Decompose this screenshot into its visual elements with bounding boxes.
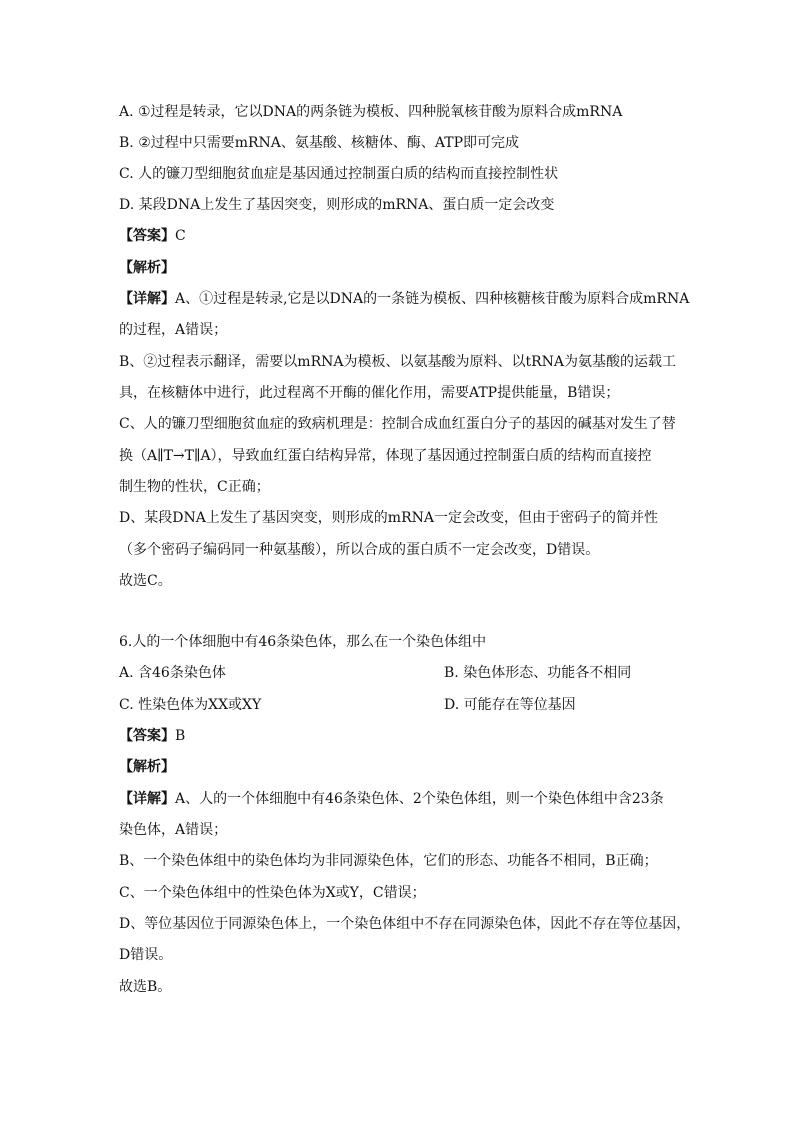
- q5-detail-line: B、②过程表示翻译，需要以mRNA为模板、以氨基酸为原料、以tRNA为氨基酸的运载工: [119, 354, 676, 370]
- detail-text: A、①过程是转录,它是以DNA的一条链为模板、四种核糖核苷酸为原料合成mRNA: [175, 291, 690, 307]
- q6-option-d: D. 可能存在等位基因: [444, 697, 576, 713]
- q6-detail-line: 染色体，A错误；: [119, 822, 228, 838]
- q6-detail-line: D、等位基因位于同源染色体上，一个染色体组中不存在同源染色体，因此不存在等位基因，: [119, 916, 691, 932]
- q5-option-d: D. 某段DNA上发生了基因突变，则形成的mRNA、蛋白质一定会改变: [119, 197, 555, 213]
- q6-stem: 6.人的一个体细胞中有46条染色体，那么在一个染色体组中: [119, 634, 487, 650]
- q6-conclusion: 故选B。: [119, 979, 172, 995]
- q5-detail-line: 具，在核糖体中进行，此过程离不开酶的催化作用，需要ATP提供能量，B错误；: [119, 385, 620, 401]
- detail-text: A、人的一个体细胞中有46条染色体、2个染色体组，则一个染色体组中含23条: [175, 791, 664, 807]
- q6-option-b: B. 染色体形态、功能各不相同: [444, 665, 632, 681]
- q6-option-a: A. 含46条染色体: [119, 665, 226, 681]
- q6-detail-line: B、一个染色体组中的染色体均为非同源染色体，它们的形态、功能各不相同，B正确；: [119, 853, 658, 869]
- q5-option-a: A. ①过程是转录，它以DNA的两条链为模板、四种脱氧核苷酸为原料合成mRNA: [119, 104, 623, 120]
- q5-analysis-tag: 【解析】: [119, 260, 175, 276]
- q5-detail-line: [119, 289, 689, 309]
- q5-detail-line: 的过程，A错误；: [119, 322, 228, 338]
- q6-detail-line: C、一个染色体组中的性染色体为X或Y，C错误；: [119, 885, 426, 901]
- answer-value: B: [175, 728, 186, 744]
- q6-detail-line: D错误。: [119, 947, 173, 963]
- q5-option-c: C. 人的镰刀型细胞贫血症是基因通过控制蛋白质的结构而直接控制性状: [119, 166, 559, 182]
- q5-option-b: B. ②过程中只需要mRNA、氨基酸、核糖体、酶、ATP即可完成: [119, 135, 520, 151]
- answer-tag: 【答案】: [119, 228, 175, 244]
- detail-tag: 【详解】: [119, 791, 175, 807]
- q6-option-c: C. 性染色体为XX或XY: [119, 697, 262, 713]
- answer-value: C: [175, 228, 186, 244]
- q5-detail-line: （多个密码子编码同一种氨基酸），所以合成的蛋白质不一定会改变，D错误。: [119, 542, 600, 558]
- answer-tag: 【答案】: [119, 728, 175, 744]
- q5-detail-line: C、人的镰刀型细胞贫血症的致病机理是：控制合成血红蛋白分子的基因的碱基对发生了替: [119, 416, 676, 432]
- detail-tag: 【详解】: [119, 291, 175, 307]
- q5-conclusion: 故选C。: [119, 573, 172, 589]
- q5-answer: [119, 226, 186, 246]
- q5-detail-line: 制生物的性状，C正确；: [119, 479, 270, 495]
- q5-detail-line: 换（A∥T→T∥A），导致血红蛋白结构异常，体现了基因通过控制蛋白质的结构而直接控: [119, 448, 652, 464]
- q6-detail-line: [119, 789, 664, 809]
- q6-analysis-tag: 【解析】: [119, 759, 175, 775]
- q6-answer: [119, 726, 185, 746]
- q5-detail-line: D、某段DNA上发生了基因突变，则形成的mRNA一定会改变，但由于密码子的简并性: [119, 510, 658, 526]
